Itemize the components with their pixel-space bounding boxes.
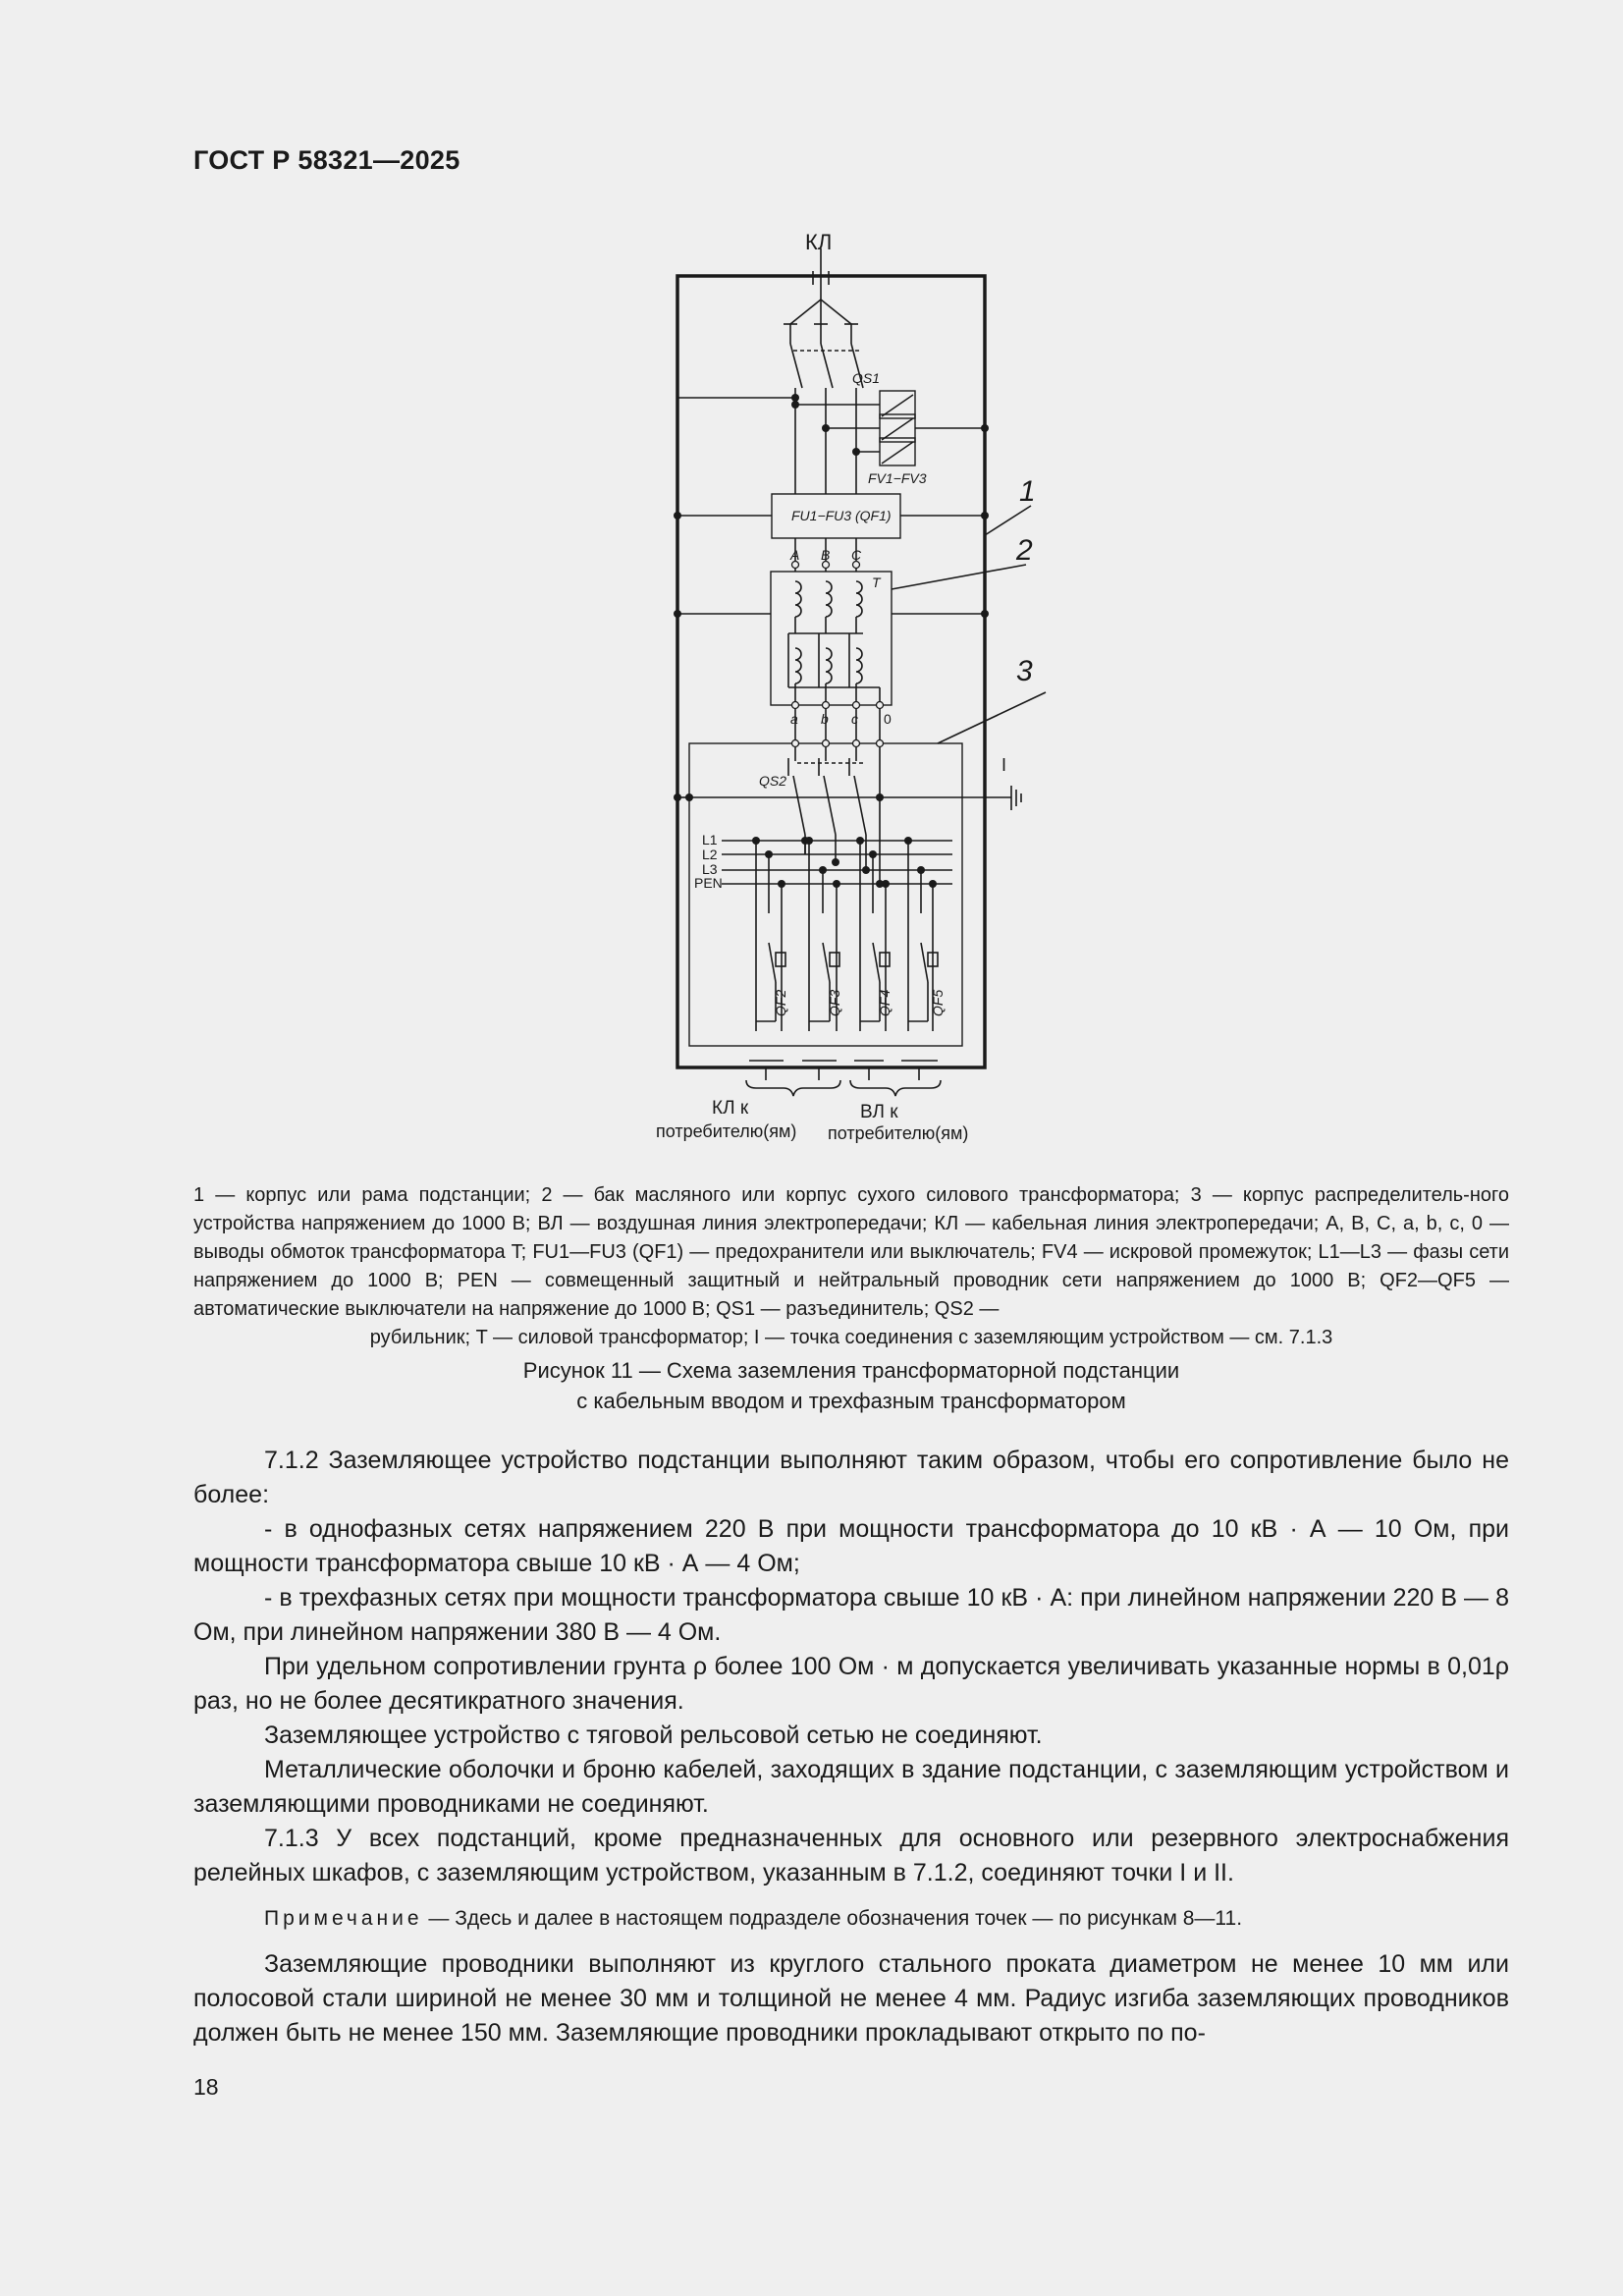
label-qs2: QS2 <box>759 773 787 789</box>
callout-1: 1 <box>1019 475 1036 508</box>
legend-text: 1 — корпус или рама подстанции; 2 — бак масляного или корпус сухого силового трансформатора; 3 — корпус распределитель-ного устройства напряжением до 1000 В; ВЛ — воздушная линия электропередачи; КЛ — кабельная линия электропередачи; A, B, C, a, b, c, 0 — выводы обмоток трансформатора T; FU1—FU3 (QF1) — предохранители или выключатель; FV4 — искровой промежуток; L1—L3 — фазы сети напряжением до 1000 В; PEN — совмещенный защитный и нейтральный проводник сети напряжением до 1000 В; QF2—QF5 — автоматические выключатели на напряжение до 1000 В; QS1 — разъединитель; QS2 — <box>193 1184 1509 1320</box>
list-item-single-phase: - в однофазных сетях напряжением 220 В при мощности трансформатора до 10 кВ · А — 10 Ом, при мощности трансформатора свыше 10 кВ · А — 4 Ом; <box>193 1515 1509 1577</box>
label-a-low: a <box>790 711 798 727</box>
label-kl-top: КЛ <box>805 230 833 254</box>
label-l2: L2 <box>702 847 718 862</box>
list-item-three-phase: - в трехфазных сетях при мощности трансформатора свыше 10 кВ · А: при линейном напряжении 220 В — 8 Ом, при линейном напряжении 380 В — 4 Ом. <box>193 1584 1509 1646</box>
label-qf2: QF2 <box>773 989 788 1016</box>
label-kl-out-2: потребителю(ям) <box>656 1121 797 1141</box>
label-l3: L3 <box>702 861 718 877</box>
grounding-schematic <box>628 221 1060 1164</box>
figure-legend <box>193 1181 1509 1352</box>
caption-line-1: Рисунок 11 — Схема заземления трансформаторной подстанции <box>522 1358 1180 1383</box>
note-label: Примечание <box>264 1907 423 1930</box>
label-c-low: c <box>851 711 858 727</box>
label-qf5: QF5 <box>930 989 946 1016</box>
label-ground-point: I <box>1001 755 1007 775</box>
figure-caption <box>193 1355 1509 1416</box>
label-vl-out-1: ВЛ к <box>860 1102 898 1122</box>
label-zero: 0 <box>884 711 892 727</box>
note-text: — Здесь и далее в настоящем подразделе обозначения точек — по рисункам 8—11. <box>422 1907 1243 1930</box>
label-b-up: B <box>821 547 831 563</box>
label-t: T <box>872 574 881 590</box>
label-fu: FU1−FU3 (QF1) <box>791 508 892 523</box>
paragraph-7-1-3: 7.1.3 У всех подстанций, кроме предназначенных для основного или резервного электроснабжения релейных шкафов, с заземляющим устройством, указанным в 7.1.2, соединяют точки I и II. <box>193 1825 1509 1886</box>
callout-2: 2 <box>1016 534 1033 567</box>
paragraph-soil-resistivity: При удельном сопротивлении грунта ρ более 100 Ом · м допускается увеличивать указанные нормы в 0,01ρ раз, но не более десятикратного значения. <box>193 1653 1509 1715</box>
paragraph-7-1-2: 7.1.2 Заземляющее устройство подстанции выполняют таким образом, чтобы его сопротивление было не более: <box>193 1447 1509 1508</box>
document-header: ГОСТ Р 58321—2025 <box>193 145 460 175</box>
label-vl-out-2: потребителю(ям) <box>828 1123 969 1143</box>
label-fv: FV1−FV3 <box>868 470 927 486</box>
label-c-up: C <box>851 547 862 563</box>
callout-3: 3 <box>1016 655 1033 687</box>
page-number: 18 <box>193 2074 219 2100</box>
label-kl-out-1: КЛ к <box>712 1098 749 1119</box>
label-qs1: QS1 <box>852 370 881 386</box>
document-body <box>193 1444 1509 2050</box>
note <box>193 1904 1509 1934</box>
legend-text-end: рубильник; T — силовой трансформатор; I — точка соединения с заземляющим устройством — см. 7.1.3 <box>369 1327 1333 1348</box>
label-qf3: QF3 <box>827 989 842 1016</box>
label-b-low: b <box>821 711 829 727</box>
substation-frame <box>677 276 985 1067</box>
paragraph-traction: Заземляющее устройство с тяговой рельсовой сетью не соединяют. <box>264 1722 1043 1749</box>
label-a-up: A <box>790 547 800 563</box>
label-l1: L1 <box>702 832 718 847</box>
label-pen: PEN <box>694 875 723 891</box>
label-qf4: QF4 <box>877 989 893 1016</box>
caption-line-2: с кабельным вводом и трехфазным трансформатором <box>576 1389 1126 1413</box>
paragraph-cable-sheaths: Металлические оболочки и броню кабелей, заходящих в здание подстанции, с заземляющим устройством и заземляющими проводниками не соединяют. <box>193 1756 1509 1818</box>
paragraph-conductors: Заземляющие проводники выполняют из круглого стального проката диаметром не менее 10 мм или полосовой стали шириной не менее 30 мм и толщиной не менее 4 мм. Радиус изгиба заземляющих проводников должен быть не менее 150 мм. Заземляющие проводники прокладывают открыто по по- <box>193 1950 1509 2047</box>
